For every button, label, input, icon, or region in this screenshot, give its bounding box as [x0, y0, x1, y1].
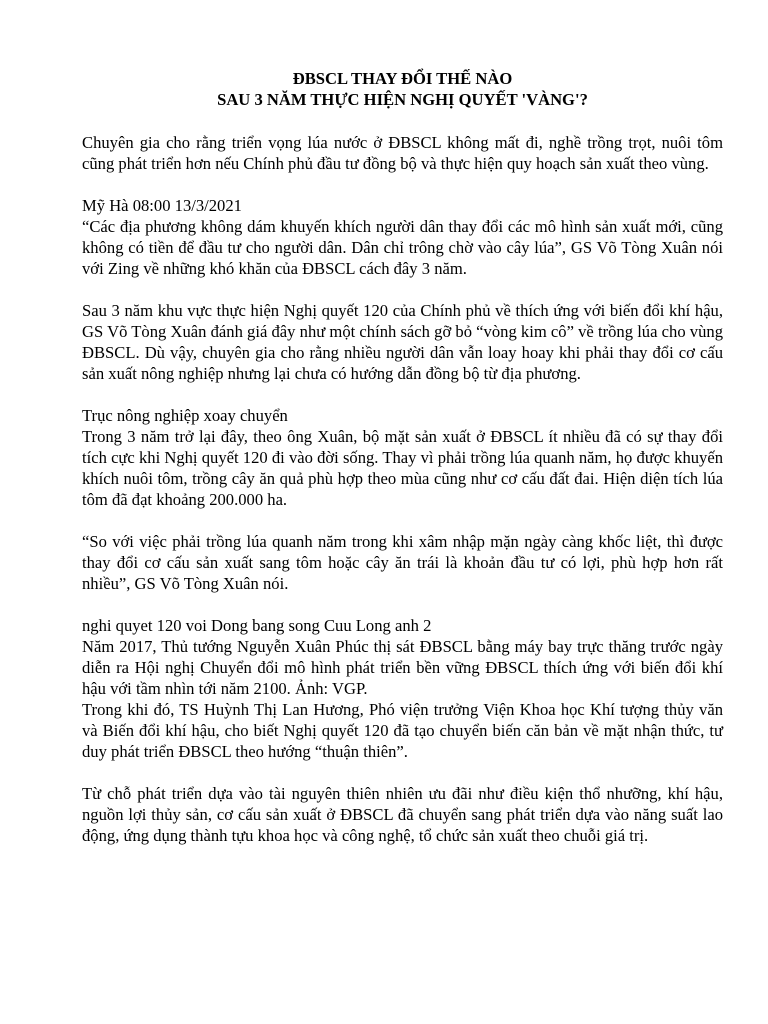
- quote-paragraph: “Các địa phương không dám khuyến khích người dân thay đổi các mô hình sản xuất mới, cũng không có tiền để đầu tư cho người dân. Dân chỉ trông chờ vào cây lúa”, GS Võ Tòng Xuân nói với Zing về những khó khăn của ĐBSCL cách đây 3 năm.: [82, 217, 723, 278]
- title-line-2: SAU 3 NĂM THỰC HIỆN NGHỊ QUYẾT 'VÀNG'?: [217, 90, 588, 109]
- paragraph-expert: Trong khi đó, TS Huỳnh Thị Lan Hương, Phó viện trưởng Viện Khoa học Khí tượng thủy văn và Biến đổi khí hậu, cho biết Nghị quyết 120 đã tạo chuyển biến căn bản về mặt nhận thức, tư duy phát triển ĐBSCL theo hướng “thuận thiên”.: [82, 700, 723, 761]
- byline: Mỹ Hà 08:00 13/3/2021: [82, 196, 242, 215]
- article-title: [82, 68, 723, 110]
- paragraph-changes: Trong 3 năm trở lại đây, theo ông Xuân, bộ mặt sản xuất ở ĐBSCL ít nhiều đã có sự thay đổi tích cực khi Nghị quyết 120 đi vào đời sống. Thay vì phải trồng lúa quanh năm, họ được khuyến khích nuôi tôm, trồng cây ăn quả phù hợp theo mùa cũng như cơ cấu đất đai. Hiện diện tích lúa tôm đã đạt khoảng 200.000 ha.: [82, 427, 723, 509]
- title-line-1: ĐBSCL THAY ĐỔI THẾ NÀO: [292, 69, 513, 88]
- image-caption-title: nghi quyet 120 voi Dong bang song Cuu Long anh 2: [82, 616, 432, 635]
- paragraph-resolution-120: Sau 3 năm khu vực thực hiện Nghị quyết 120 của Chính phủ về thích ứng với biến đổi khí hậu, GS Võ Tòng Xuân đánh giá đây như một chính sách gỡ bỏ “vòng kim cô” về trồng lúa cho vùng ĐBSCL. Dù vậy, chuyên gia cho rằng nhiều người dân vẫn loay hoay khi phải thay đổi cơ cấu sản xuất nông nghiệp nhưng lại chưa có hướng dẫn đồng bộ từ địa phương.: [82, 301, 723, 383]
- lead-paragraph: Chuyên gia cho rằng triển vọng lúa nước ở ĐBSCL không mất đi, nghề trồng trọt, nuôi tôm cũng phát triển hơn nếu Chính phủ đầu tư đồng bộ và thực hiện quy hoạch sản xuất theo vùng.: [82, 133, 723, 173]
- section-block-1: [82, 405, 723, 510]
- byline-block: [82, 195, 723, 279]
- section-heading: Trục nông nghiệp xoay chuyển: [82, 406, 288, 425]
- quote-paragraph-2: “So với việc phải trồng lúa quanh năm trong khi xâm nhập mặn ngày càng khốc liệt, thì được thay đổi cơ cấu sản xuất sang tôm hoặc cây ăn trái là khoản đầu tư có lợi, phù hợp hơn rất nhiều”, GS Võ Tòng Xuân nói.: [82, 532, 723, 593]
- image-caption-block: [82, 615, 723, 762]
- document-page: [82, 68, 723, 846]
- paragraph-conclusion: Từ chỗ phát triển dựa vào tài nguyên thiên nhiên ưu đãi như điều kiện thổ nhưỡng, khí hậu, nguồn lợi thủy sản, cơ cấu sản xuất ở ĐBSCL đã chuyển sang phát triển dựa vào năng suất lao động, ứng dụng thành tựu khoa học và công nghệ, tổ chức sản xuất theo chuỗi giá trị.: [82, 784, 723, 845]
- image-caption: Năm 2017, Thủ tướng Nguyễn Xuân Phúc thị sát ĐBSCL bằng máy bay trực thăng trước ngày diễn ra Hội nghị Chuyển đổi mô hình phát triển bền vững ĐBSCL thích ứng với biến đổi khí hậu với tầm nhìn tới năm 2100. Ảnh: VGP.: [82, 637, 723, 698]
